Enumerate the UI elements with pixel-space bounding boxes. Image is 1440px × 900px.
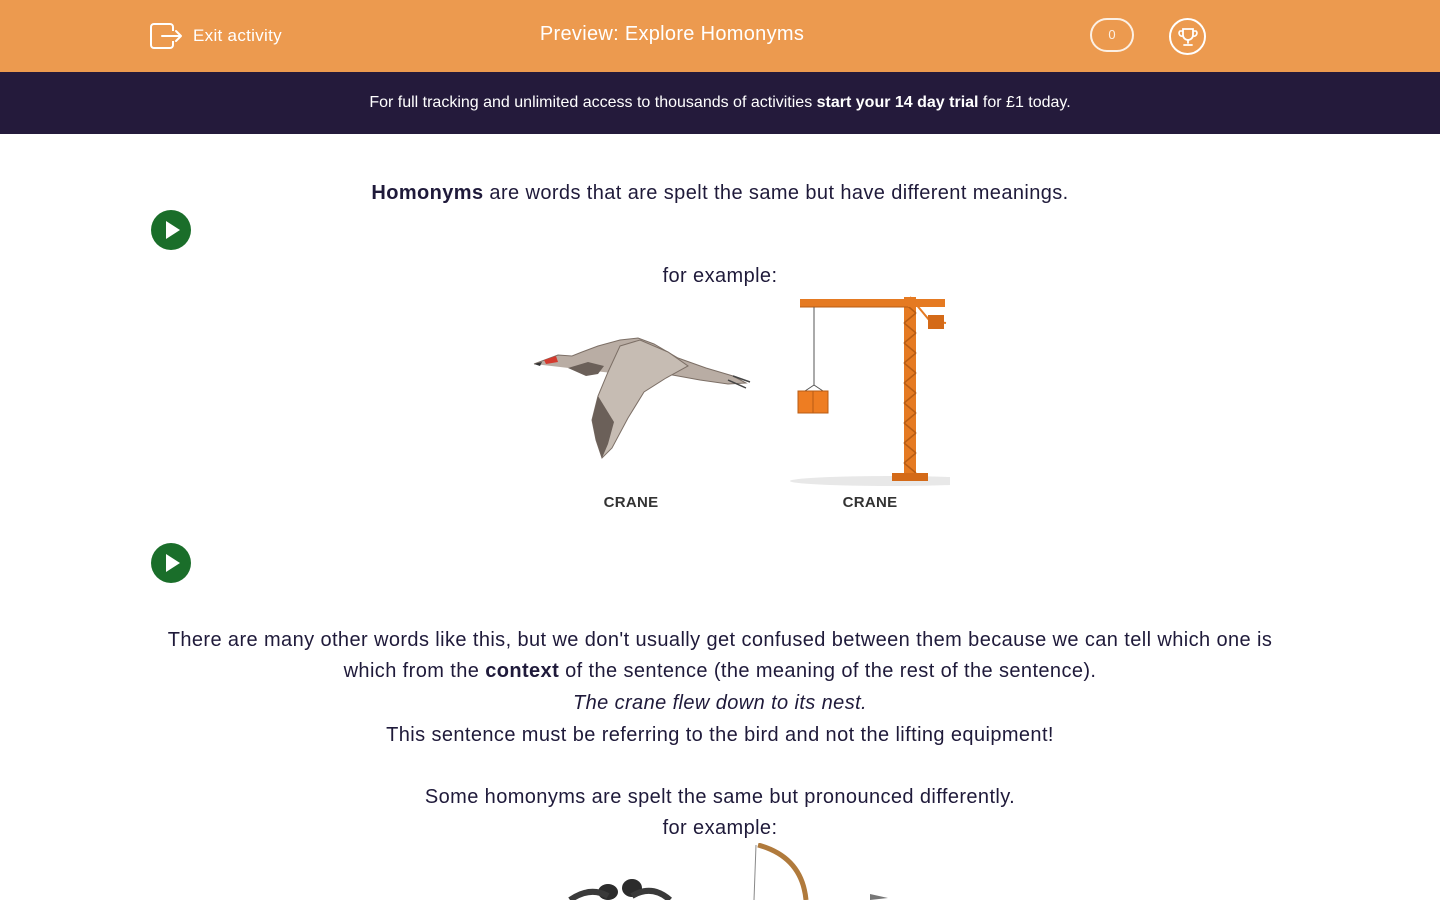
pronounced-text: Some homonyms are spelt the same but pronounced differently.	[424, 786, 1016, 808]
score-counter: 0	[1090, 18, 1134, 52]
play-audio-button-2[interactable]	[151, 543, 191, 583]
context-text-start: There are many other words like this, but we don't usually get confused between them because we can tell which one is which from the	[167, 629, 1273, 682]
banner-trial-link[interactable]: start your 14 day trial	[816, 94, 979, 111]
context-paragraph	[150, 625, 1290, 687]
trophy-icon	[1177, 26, 1199, 48]
crane-bird-image	[528, 322, 753, 462]
image-caption-1: CRANE	[603, 494, 659, 511]
image-caption-2: CRANE	[842, 494, 898, 511]
example-label-2: for example:	[662, 817, 778, 839]
trophy-button[interactable]	[1169, 18, 1206, 55]
context-text-end: of the sentence (the meaning of the rest of the sentence).	[559, 660, 1097, 682]
intro-term: Homonyms	[371, 182, 484, 204]
crane-machine-image	[780, 293, 950, 488]
archery-bow-image	[740, 843, 820, 900]
example-label-1: for example:	[662, 265, 778, 287]
exit-activity-label: Exit activity	[193, 26, 282, 45]
partial-image	[868, 892, 898, 900]
explanation-text: This sentence must be referring to the bird and not the lifting equipment!	[386, 724, 1054, 746]
play-audio-button-1[interactable]	[151, 210, 191, 250]
intro-text	[150, 178, 1290, 209]
banner-text-start: For full tracking and unlimited access to thousands of activities	[369, 94, 817, 111]
example-sentence: The crane flew down to its nest.	[572, 692, 868, 714]
context-term: context	[485, 660, 560, 682]
intro-definition: are words that are spelt the same but have different meanings.	[483, 182, 1069, 204]
page-title: Preview: Explore Homonyms	[539, 23, 805, 45]
top-bar	[0, 0, 1440, 72]
bowing-people-image	[560, 876, 680, 900]
banner-text-end: for £1 today.	[978, 94, 1071, 111]
trial-banner[interactable]	[0, 72, 1440, 134]
